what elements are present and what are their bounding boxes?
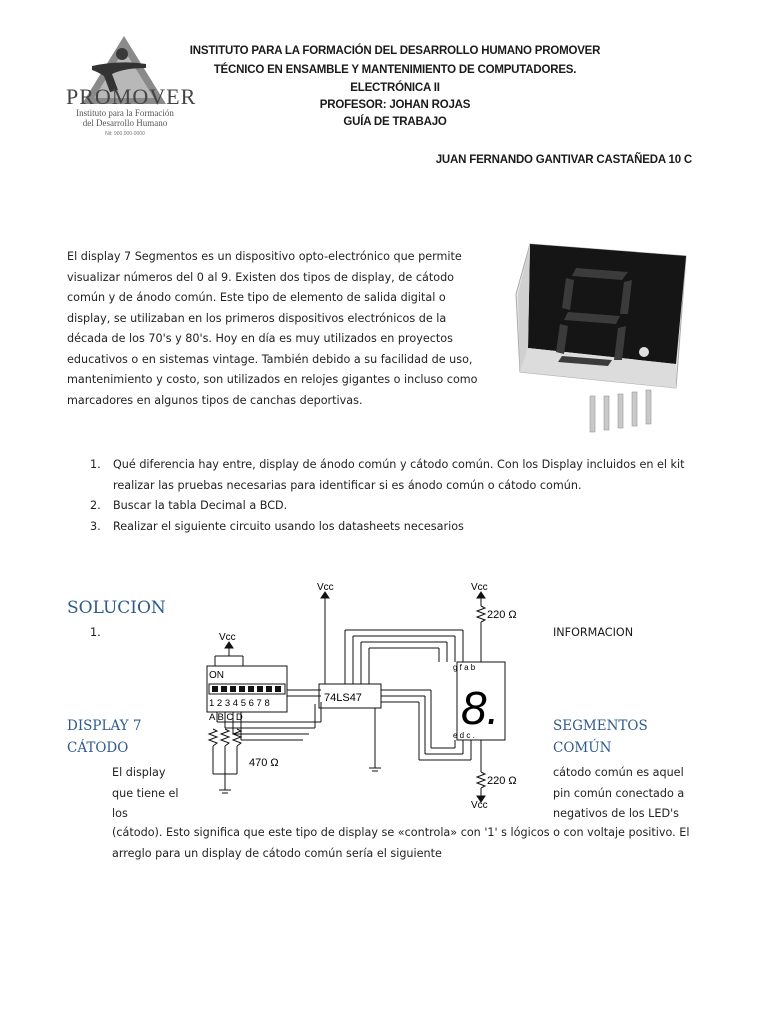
chip-label: 74LS47 [324,692,362,704]
header-institute: INSTITUTO PARA LA FORMACIÓN DEL DESARROLLO HUMANO PROMOVER [189,45,601,57]
question-item: 2. Buscar la tabla Decimal a BCD. [90,499,288,512]
solution-paragraph: (cátodo). Esto significa que este tipo de display se «controla» con '1' s lógicos o con voltaje positivo. El arreglo para un display de cátodo común sería el siguiente [112,826,690,860]
header-guide: GUÍA DE TRABAJO [343,116,447,128]
display-digit: 8. [461,682,500,734]
header-subject: ELECTRÓNICA II [350,82,440,94]
switch-on-label: ON [209,670,224,681]
info-label: INFORMACION [553,626,634,639]
solution-left-text: El display que tiene el los [112,766,179,820]
question-item: 3. Realizar el siguiente circuito usando los datasheets necesarios [90,519,464,533]
resistor-bottom-label: 220 Ω [487,775,517,787]
logo-figure-head-icon [116,48,128,60]
questions-list [90,455,710,537]
common-heading: COMÚN [553,740,612,756]
intro-paragraph: El display 7 Segmentos es un dispositivo opto-electrónico que permite visualizar números del 0 al 9. Existen dos tipos de display, de cátodo común y de ánodo común. Este tipo de elemento de salida digital o display, se utilizaban en los primeros dispositivos electrónicos de la década de los 70's y 80's. Hoy en día es muy utilizados en proyectos educativos o en sistemas vintage. También debido a su facilidad de uso, mantenimiento y costo, son utilizados en relojes gigantes o incluso como marcadores en algunos tipos de canchas deportivas. [67,250,478,407]
resistor-top-label: 220 Ω [487,609,517,621]
logo-name: PROMOVER [66,84,197,109]
circuit-vcc-right-top: Vcc [471,582,488,593]
segments-heading: SEGMENTOS [553,718,648,734]
student-name: JUAN FERNANDO GANTIVAR CASTAÑEDA 10 C [435,154,692,166]
switch-number-labels: 1 2 3 4 5 6 7 8 [209,698,270,709]
solution-heading: SOLUCION [67,598,166,618]
logo-subtitle: Instituto para la Formación del Desarrollo Humano [76,108,174,128]
circuit-vcc-right-bottom: Vcc [471,800,488,811]
cathode-heading: CÁTODO [67,740,129,756]
circuit-vcc-left: Vcc [219,632,236,643]
resistor-left-label: 470 Ω [249,757,279,769]
header-professor: PROFESOR: JOHAN ROJAS [319,99,471,111]
segment-top-labels: g f a b [453,663,476,672]
solution-right-text: cátodo común es aquel pin común conectado a negativos de los LED's [553,766,685,820]
seven-segment-photo [510,236,688,436]
display-heading: DISPLAY 7 [67,718,142,734]
header-program: TÉCNICO EN ENSAMBLE Y MANTENIMIENTO DE COMPUTADORES. [213,64,577,76]
solution-item-number: 1. [90,626,101,639]
circuit-vcc-top: Vcc [317,582,334,593]
logo-small-text: Nit: 900.000-0000 [105,131,145,137]
circuit-diagram [195,578,517,811]
question-item: 1. Qué diferencia hay entre, display de ánodo común y cátodo común. Con los Display incluidos en el kit realizar las pruebas necesarias para identificar si es ánodo común o cátodo común. [90,458,685,492]
segment-bottom-labels: e d c . [453,731,475,740]
switch-letter-labels: A B C D [209,712,243,723]
